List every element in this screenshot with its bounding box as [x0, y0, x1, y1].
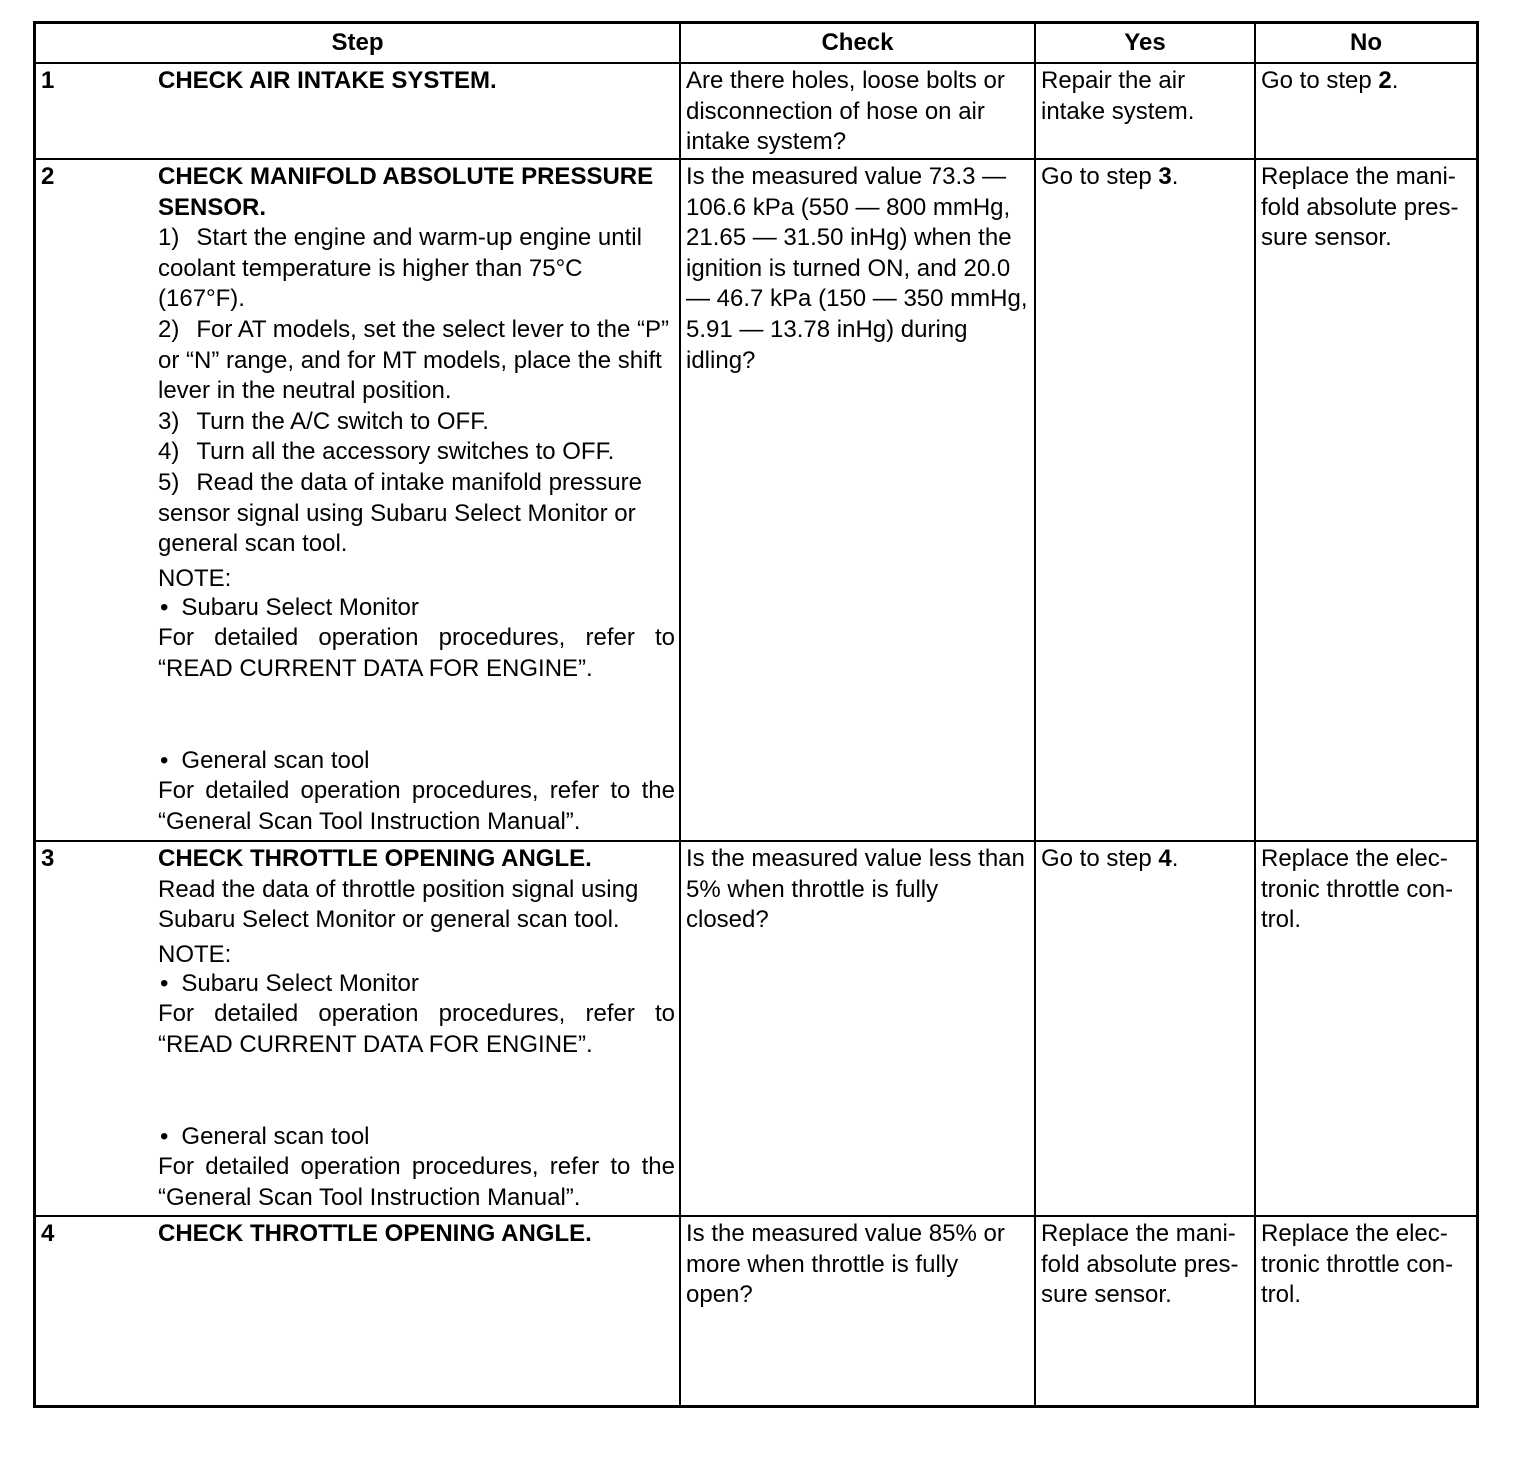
check-line: 106.6 kPa (550 — 800 mmHg, — [686, 193, 1011, 221]
no-cell-2 — [1256, 160, 1476, 842]
note-line: “General Scan Tool Instruction Manual”. — [158, 807, 581, 835]
step-body-line: Subaru Select Monitor or general scan tool. — [158, 906, 620, 934]
bullet: • — [160, 746, 169, 774]
step-cell-1 — [36, 64, 681, 160]
note-item-name: General scan tool — [181, 1122, 370, 1150]
no-cell-4 — [1256, 1217, 1476, 1405]
no-line: fold absolute pres- — [1261, 193, 1459, 221]
step-cell-2 — [36, 160, 681, 842]
step-body-line: Read the data of throttle position signal using — [158, 875, 639, 903]
step-number: 1 — [41, 67, 55, 94]
header-yes: Yes — [1036, 24, 1256, 64]
note-item-name: Subaru Select Monitor — [181, 969, 419, 997]
step-title: CHECK THROTTLE OPENING ANGLE. — [158, 845, 592, 872]
note-label: NOTE: — [158, 564, 232, 592]
procedure-text: Read the data of intake manifold pressure — [196, 468, 642, 496]
note-item — [158, 1122, 675, 1153]
note-line: “General Scan Tool Instruction Manual”. — [158, 1183, 581, 1211]
bullet: • — [160, 969, 169, 997]
goto-step — [1041, 844, 1250, 875]
yes-cell-3 — [1036, 842, 1256, 1217]
no-line: tronic throttle con- — [1261, 1250, 1454, 1278]
goto-suffix: . — [1171, 163, 1179, 190]
check-line: Is the measured value less than — [686, 845, 1025, 872]
step-title: CHECK THROTTLE OPENING ANGLE. — [158, 1220, 592, 1247]
check-line: intake system? — [686, 128, 847, 156]
yes-line: fold absolute pres- — [1041, 1250, 1239, 1278]
no-line: Replace the elec- — [1261, 1220, 1448, 1247]
check-line: 5.91 — 13.78 inHg) during — [686, 315, 968, 343]
check-line: open? — [686, 1281, 753, 1309]
no-line: sure sensor. — [1261, 224, 1392, 252]
no-line: trol. — [1261, 1281, 1302, 1309]
check-line: closed? — [686, 906, 769, 934]
procedure-line: sensor signal using Subaru Select Monitor or — [158, 499, 636, 527]
no-cell-3 — [1256, 842, 1476, 1217]
step-title: SENSOR. — [158, 193, 267, 221]
check-cell-1 — [681, 64, 1036, 160]
goto-suffix: . — [1391, 67, 1399, 94]
procedure-number: 3) — [158, 407, 180, 435]
header-step: Step — [36, 24, 681, 64]
goto-prefix: Go to step — [1041, 163, 1159, 190]
procedure-line — [158, 437, 675, 468]
check-line: 5% when throttle is fully — [686, 875, 939, 903]
procedure-line: lever in the neutral position. — [158, 377, 452, 405]
step-content — [158, 844, 675, 1215]
goto-step-number: 4 — [1158, 845, 1172, 872]
goto-step-number: 3 — [1158, 163, 1172, 190]
procedure-number: 2) — [158, 315, 180, 343]
check-line: — 46.7 kPa (150 — 350 mmHg, — [686, 285, 1028, 313]
step-number: 3 — [41, 845, 55, 872]
no-cell-1 — [1256, 64, 1476, 160]
step-title: CHECK AIR INTAKE SYSTEM. — [158, 67, 497, 94]
check-line: disconnection of hose on air — [686, 97, 985, 125]
check-line: more when throttle is fully — [686, 1250, 959, 1278]
procedure-text: For AT models, set the select lever to the “P” — [196, 315, 669, 343]
note-item-name: General scan tool — [181, 746, 370, 774]
yes-cell-1 — [1036, 64, 1256, 160]
check-line: Is the measured value 85% or — [686, 1220, 1005, 1247]
note-line: For detailed operation procedures, refer to — [158, 1000, 675, 1028]
step-content — [158, 66, 675, 158]
step-title: CHECK MANIFOLD ABSOLUTE PRESSURE — [158, 163, 654, 190]
bullet: • — [160, 1122, 169, 1150]
header-no: No — [1256, 24, 1476, 64]
procedure-line — [158, 223, 675, 254]
procedure-text: Turn all the accessory switches to OFF. — [196, 438, 615, 466]
step-number: 2 — [41, 163, 55, 190]
check-cell-3 — [681, 842, 1036, 1217]
check-line: idling? — [686, 346, 756, 374]
note-line: For detailed operation procedures, refer to the — [158, 777, 675, 805]
yes-line: sure sensor. — [1041, 1281, 1172, 1309]
yes-line: Replace the mani- — [1041, 1220, 1236, 1247]
check-line: 21.65 — 31.50 inHg) when the — [686, 224, 1012, 252]
goto-prefix: Go to step — [1041, 845, 1159, 872]
procedure-line: general scan tool. — [158, 530, 348, 558]
goto-step — [1261, 66, 1472, 97]
check-line: Is the measured value 73.3 — — [686, 163, 1007, 190]
procedure-line: or “N” range, and for MT models, place the shift — [158, 346, 662, 374]
check-line: ignition is turned ON, and 20.0 — [686, 254, 1011, 282]
procedure-text: Turn the A/C switch to OFF. — [196, 407, 489, 435]
procedure-line: coolant temperature is higher than 75°C — [158, 254, 583, 282]
check-line: Are there holes, loose bolts or — [686, 67, 1005, 94]
check-cell-2 — [681, 160, 1036, 842]
note-item — [158, 969, 675, 1000]
goto-suffix: . — [1171, 845, 1179, 872]
note-line: For detailed operation procedures, refer to the — [158, 1153, 675, 1181]
step-number: 4 — [41, 1220, 55, 1247]
step-content — [158, 162, 675, 840]
procedure-number: 4) — [158, 438, 180, 466]
note-item — [158, 746, 675, 777]
procedure-line — [158, 315, 675, 346]
note-item — [158, 593, 675, 624]
procedure-number: 1) — [158, 224, 180, 252]
yes-cell-4 — [1036, 1217, 1256, 1405]
note-line: For detailed operation procedures, refer to — [158, 624, 675, 652]
yes-line: Repair the air — [1041, 67, 1186, 94]
header-check: Check — [681, 24, 1036, 64]
no-line: Replace the mani- — [1261, 163, 1456, 190]
goto-step-number: 2 — [1378, 67, 1392, 94]
note-line: “READ CURRENT DATA FOR ENGINE”. — [158, 654, 593, 682]
goto-step — [1041, 162, 1250, 193]
procedure-text: Start the engine and warm-up engine until — [196, 224, 642, 252]
step-cell-4 — [36, 1217, 681, 1405]
procedure-line: (167°F). — [158, 285, 245, 313]
diagnostic-table — [33, 21, 1479, 1408]
note-label: NOTE: — [158, 940, 232, 968]
yes-line: intake system. — [1041, 97, 1195, 125]
procedure-number: 5) — [158, 468, 180, 496]
note-item-name: Subaru Select Monitor — [181, 593, 419, 621]
bullet: • — [160, 593, 169, 621]
procedure-line — [158, 407, 675, 438]
no-line: trol. — [1261, 906, 1302, 934]
goto-prefix: Go to step — [1261, 67, 1379, 94]
check-cell-4 — [681, 1217, 1036, 1405]
step-cell-3 — [36, 842, 681, 1217]
yes-cell-2 — [1036, 160, 1256, 842]
no-line: tronic throttle con- — [1261, 875, 1454, 903]
note-line: “READ CURRENT DATA FOR ENGINE”. — [158, 1030, 593, 1058]
procedure-line — [158, 468, 675, 499]
step-content — [158, 1219, 675, 1405]
no-line: Replace the elec- — [1261, 845, 1448, 872]
